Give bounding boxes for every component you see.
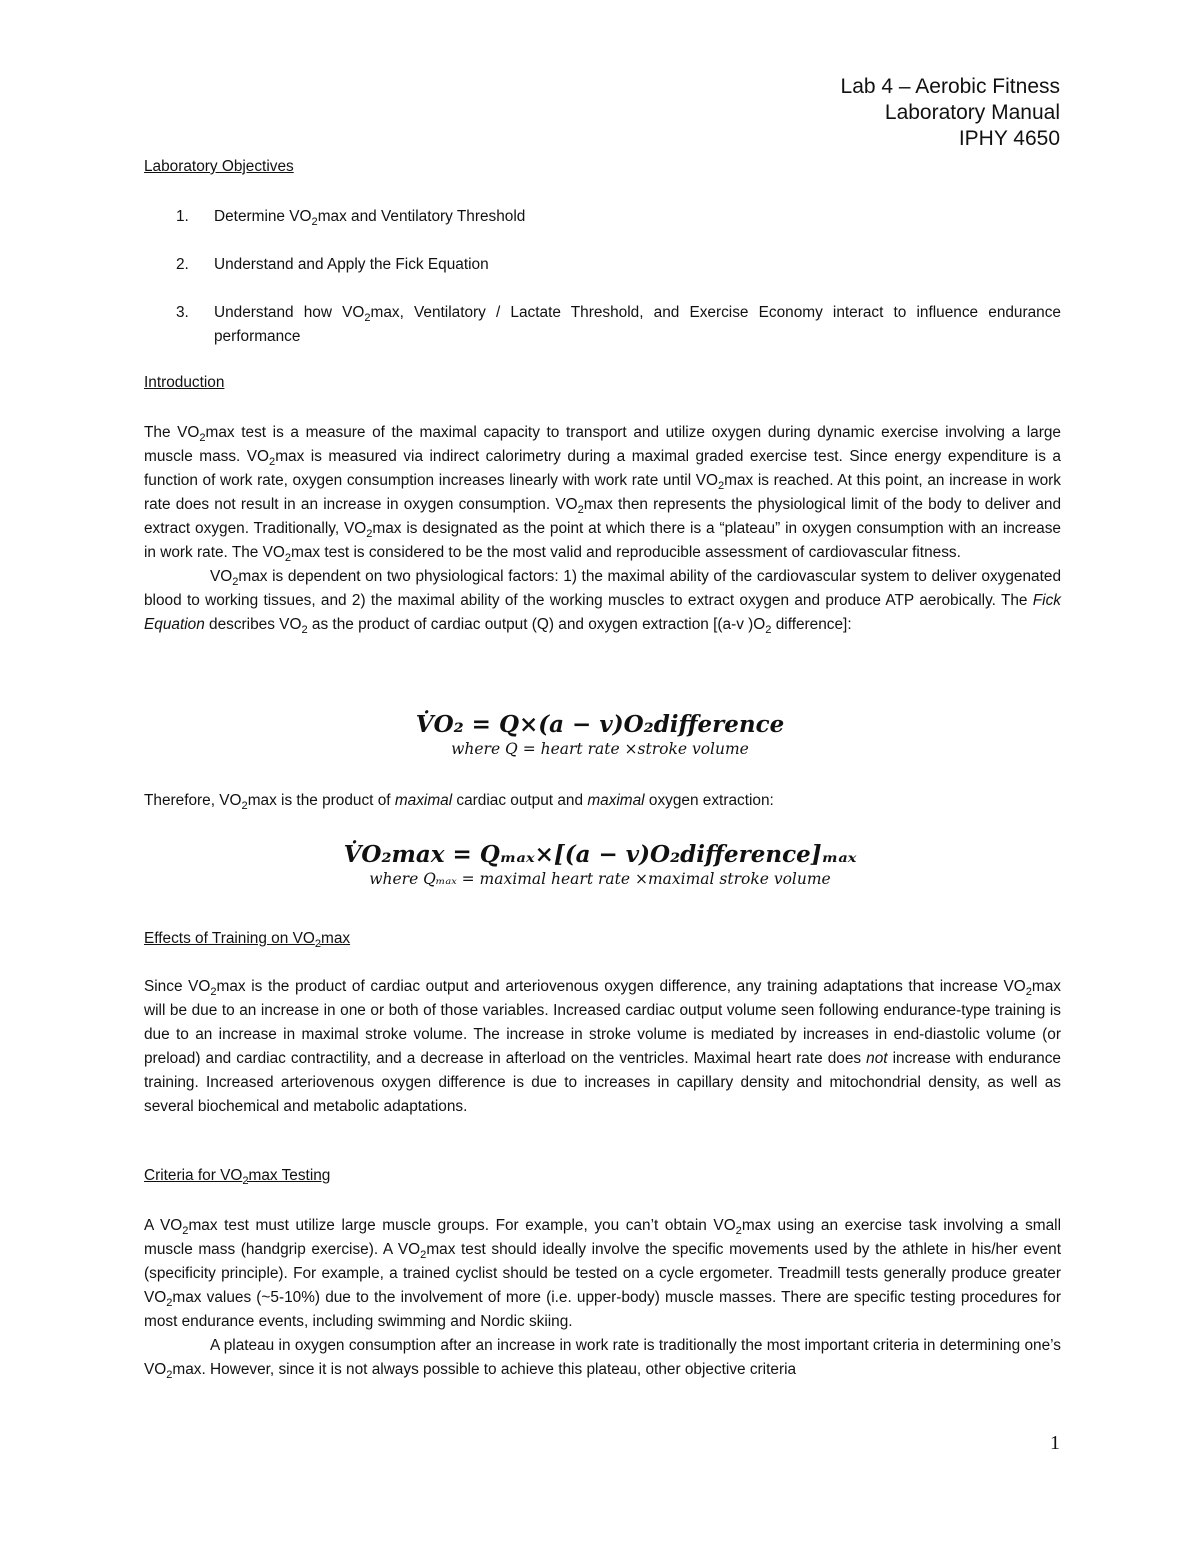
criteria-body (144, 1214, 1061, 1382)
fick-equation-main: V̇O₂ = Q×(a − v)O₂difference (415, 711, 785, 738)
page-number: 1 (1050, 1432, 1060, 1454)
introduction-paragraph-1: The $VO_2\max$ test is a measure of the maximal capacity to transport and utilize oxygen during dynamic exercise involving a large muscle mass. $VO_2\max$ is measured via indirect calorimetry during a maximal graded exercise test. Since energy expenditure is a function of work rate, oxygen consumption increases linearly with work rate until $VO_2\max$ is reached. At this point, an increase in work rate does not result in an increase in oxygen consumption. $VO_2\max$ then represents the physiological limit of the body to deliver and extract oxygen. Traditionally, $VO_2\max$ is designated as the point at which there is a “plateau” in oxygen consumption with an increase in work rate. The $VO_2\max$ test is considered to be the most valid and reproducible assessment of cardiovascular fitness. (144, 424, 1062, 565)
objective-text: Determine $VO_2\max$ and Ventilatory Threshold (214, 208, 526, 229)
objective-number: 3. (176, 304, 189, 321)
introduction-heading: Introduction (144, 374, 225, 391)
introduction-body (144, 421, 1061, 637)
objective-number: 2. (176, 256, 189, 273)
objectives-heading: Laboratory Objectives (144, 158, 294, 175)
objective-text: Understand how $VO_2\max$, Ventilatory / Lactate Threshold, and Exercise Economy interact to influence endurance performance (214, 304, 1061, 345)
objective-item-3 (144, 301, 1061, 349)
objective-item-1 (144, 205, 1061, 229)
introduction-paragraph-2: $VO_2\max$ is dependent on two physiological factors: 1) the maximal ability of the cardiovascular system to deliver oxygenated blood to working tissues, and 2) the maximal ability of the working muscles to extract oxygen and produce ATP aerobically. The Fick Equation describes $VO_2$ as the product of cardiac output (Q) and oxygen extraction [(a-v )$O_2$ difference]: (144, 568, 1061, 637)
training-heading: Effects of Training on $VO_2\max$ (144, 930, 351, 951)
fick-equation-term: Fick Equation (144, 592, 1061, 633)
training-body (144, 975, 1061, 1119)
vo2max-equation-where: where Qₘₐₓ = maximal heart rate ×maximal stroke volume (369, 870, 831, 888)
training-paragraph: Since $VO_2\max$ is the product of cardiac output and arteriovenous oxygen difference, any training adaptations that increase $VO_2\max$ will be due to an increase in one or both of those variables. Increased cardiac output volume seen following endurance-type training is due to an increase in maximal stroke volume. The increase in stroke volume is mediated by increases in end-diastolic volume (or preload) and cardiac contractility, and a decrease in afterload on the ventricles. Maximal heart rate does not increase with endurance training. Increased arteriovenous oxygen difference is due to increases in capillary density and mitochondrial density, as well as several biochemical and metabolic adaptations. (144, 978, 1061, 1115)
therefore-paragraph: Therefore, $VO_2\max$ is the product of maximal cardiac output and maximal oxygen extraction: (144, 792, 774, 813)
fick-equation (0, 711, 1200, 759)
header-course: IPHY 4650 (958, 127, 1060, 150)
criteria-paragraph-2: A plateau in oxygen consumption after an increase in work rate is traditionally the most important criteria in determining one’s $VO_2\max$. However, since it is not always possible to achieve this plateau, other objective criteria (144, 1337, 1061, 1382)
criteria-heading: Criteria for $VO_2\max$ Testing (144, 1167, 331, 1188)
page-header (841, 74, 1060, 152)
objective-number: 1. (176, 208, 189, 225)
header-manual: Laboratory Manual (884, 101, 1060, 124)
criteria-paragraph-1: A $VO_2\max$ test must utilize large muscle groups. For example, you can’t obtain $VO_2\max$ using an exercise task involving a small muscle mass (handgrip exercise). A $VO_2\max$ test should ideally involve the specific movements used by the athlete in his/her event (specificity principle). For example, a trained cyclist should be tested on a cycle ergometer. Treadmill tests generally produce greater $VO_2\max$ values (~5-10%) due to the involvement of more (i.e. upper-body) muscle masses. There are specific testing procedures for most endurance events, including swimming and Nordic skiing. (144, 1217, 1061, 1330)
header-lab-title: Lab 4 – Aerobic Fitness (840, 75, 1060, 98)
vo2max-equation-main: V̇O₂max = Qₘₐₓ×[(a − v)O₂difference]ₘₐₓ (343, 841, 857, 868)
objective-text: Understand and Apply the Fick Equation (214, 256, 489, 273)
vo2max-equation (0, 841, 1200, 889)
fick-equation-where: where Q = heart rate ×stroke volume (451, 740, 749, 758)
objective-item-2 (144, 253, 1061, 277)
